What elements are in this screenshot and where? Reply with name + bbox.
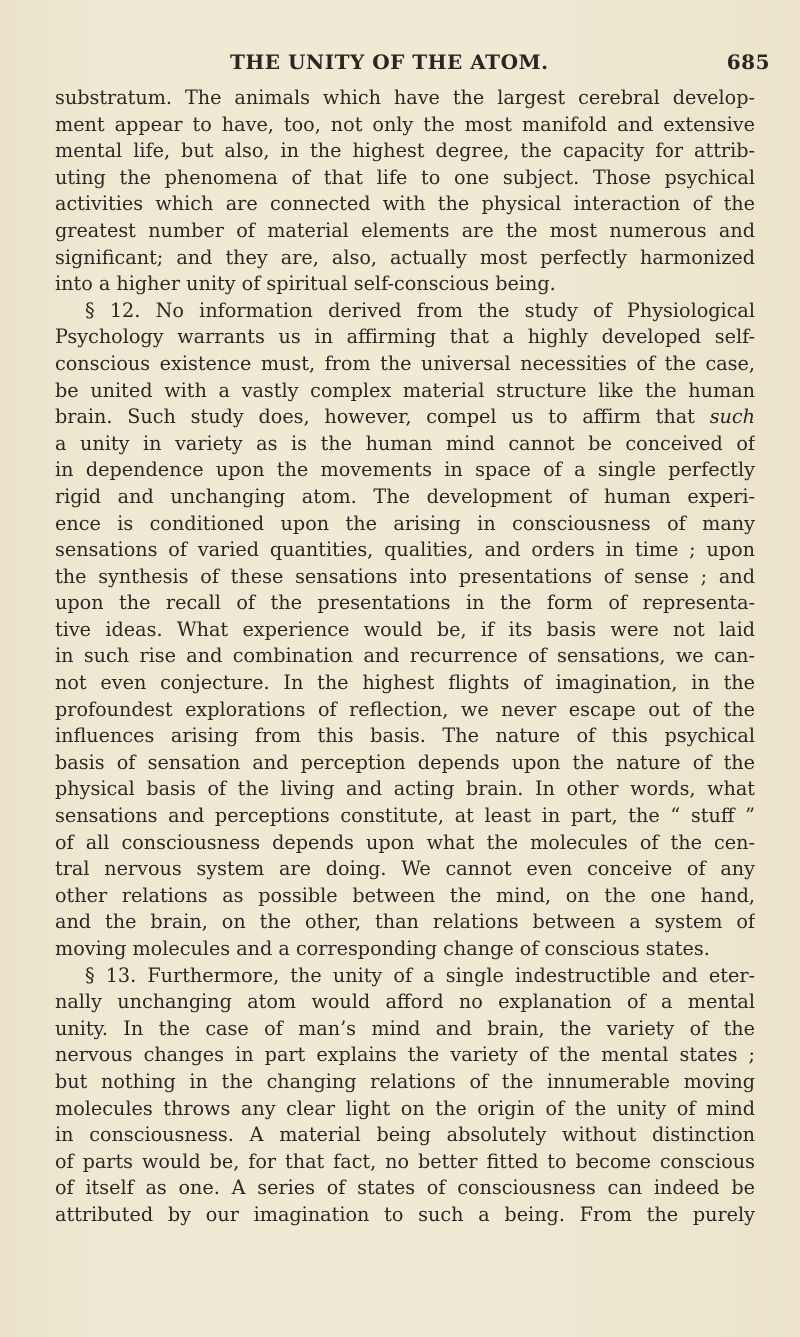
text-line: nervous changes in part explains the variety of the mental states ; <box>55 1043 755 1067</box>
text-line: sensations of varied quantities, qualities, and orders in time ; upon <box>55 538 755 562</box>
text-line: moving molecules and a corresponding change of conscious states. <box>55 937 710 960</box>
body-text <box>55 85 755 1229</box>
text-line: attributed by our imagination to such a being. From the purely <box>55 1202 755 1226</box>
text-line: physical basis of the living and acting brain. In other words, what <box>55 777 755 801</box>
text-line: into a higher unity of spiritual self-conscious being. <box>55 272 556 296</box>
text-line: rigid and unchanging atom. The development of human experi- <box>55 484 755 508</box>
text-line: in dependence upon the movements in space of a single perfectly <box>55 458 755 482</box>
text-line: be united with a vastly complex material structure like the human <box>55 378 755 402</box>
text-line: upon the recall of the presentations in the form of representa- <box>55 591 755 615</box>
text-line: tive ideas. What experience would be, if its basis were not laid <box>55 617 755 641</box>
text-line: brain. Such study does, however, compel us to affirm that such <box>55 405 755 429</box>
text-line: greatest number of material elements are the most numerous and <box>55 218 755 242</box>
text-line: § 12. No information derived from the study of Physiological <box>85 298 755 322</box>
text-line: influences arising from this basis. The nature of this psychical <box>55 724 755 748</box>
text-line: Psychology warrants us in affirming that a highly developed self- <box>55 325 755 349</box>
text-line: significant; and they are, also, actually most perfectly harmonized <box>55 245 755 269</box>
text-line: tral nervous system are doing. We cannot even conceive of any <box>55 857 755 881</box>
page-number: 685 <box>726 50 770 74</box>
text-line: mental life, but also, in the highest degree, the capacity for attrib- <box>55 139 755 163</box>
text-line: in such rise and combination and recurrence of sensations, we can- <box>55 644 755 668</box>
text-line: § 13. Furthermore, the unity of a single indestructible and eter- <box>85 963 755 987</box>
text-line: substratum. The animals which have the largest cerebral develop- <box>55 86 755 109</box>
text-line: profoundest explorations of reflection, we never escape out of the <box>55 697 755 721</box>
text-line: in consciousness. A material being absolutely without distinction <box>55 1123 755 1147</box>
text-line: conscious existence must, from the universal necessities of the case, <box>55 351 755 375</box>
text-line: a unity in variety as is the human mind cannot be conceived of <box>55 431 755 455</box>
text-line: of itself as one. A series of states of consciousness can indeed be <box>55 1176 755 1200</box>
emphasis-word: such <box>709 405 755 429</box>
text-line: sensations and perceptions constitute, at least in part, the “ stuff ” <box>55 804 755 828</box>
text-line: molecules throws any clear light on the origin of the unity of mind <box>55 1096 755 1120</box>
text-line: the synthesis of these sensations into presentations of sense ; and <box>55 564 755 588</box>
running-title: THE UNITY OF THE ATOM. <box>230 50 549 74</box>
text-line: other relations as possible between the mind, on the one hand, <box>55 883 755 907</box>
text-line: of parts would be, for that fact, no better fitted to become conscious <box>55 1149 755 1173</box>
text-line: unity. In the case of man’s mind and brain, the variety of the <box>55 1016 755 1040</box>
text-line: basis of sensation and perception depends upon the nature of the <box>55 750 755 774</box>
text-line: ence is conditioned upon the arising in consciousness of many <box>55 511 755 535</box>
text-line: uting the phenomena of that life to one subject. Those psychical <box>55 165 755 189</box>
text-line: activities which are connected with the physical interaction of the <box>55 192 755 216</box>
text-line: but nothing in the changing relations of the innumerable moving <box>55 1069 755 1093</box>
text-line: ment appear to have, too, not only the most manifold and extensive <box>55 112 755 136</box>
text-line: not even conjecture. In the highest flights of imagination, in the <box>55 671 755 695</box>
text-line: of all consciousness depends upon what the molecules of the cen- <box>55 830 755 854</box>
text-line: nally unchanging atom would afford no explanation of a mental <box>55 990 755 1014</box>
page-header <box>230 50 770 82</box>
text-line: and the brain, on the other, than relations between a system of <box>55 910 755 934</box>
